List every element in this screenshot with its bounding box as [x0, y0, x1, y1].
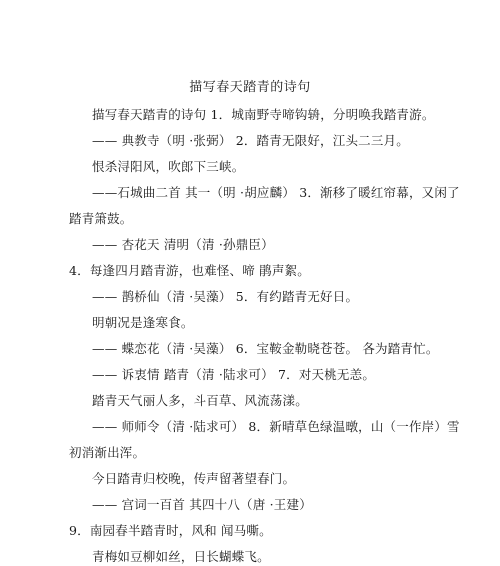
poem-line: —— 师师令（清 ·陆求可） 8．新晴草色绿温暾，山（一作岸）雪	[92, 419, 460, 434]
poem-line: 恨杀浔阳风，吹郎下三峡。	[92, 159, 245, 174]
poem-line: —— 杏花天 清明（清 ·孙鼎臣）	[92, 237, 274, 252]
poem-line: ——石城曲二首 其一（明 ·胡应麟） 3．渐移了暖红帘幕，又闲了	[92, 185, 460, 200]
poem-line: 初消渐出浑。	[69, 445, 146, 460]
poem-line: 踏青箫鼓。	[69, 211, 133, 226]
poem-line: 今日踏青归校晚，传声留著望春门。	[92, 471, 296, 486]
poem-line: 明朝况是逢寒食。	[92, 315, 194, 330]
poem-line: 9．南园春半踏青时，风和 闻马嘶。	[69, 523, 272, 538]
poem-line: —— 宫词一百首 其四十八（唐 ·王建）	[92, 497, 312, 512]
poem-line: 4．每逢四月踏青游，也难怪、啼 鹃声絮。	[69, 263, 310, 278]
poem-line: 描写春天踏青的诗句 1．城南野寺啼钩辀，分明唤我踏青游。	[92, 107, 435, 122]
poem-line: 踏青天气丽人多，斗百草、风流荡漾。	[92, 393, 308, 408]
poem-line: —— 典教寺（明 ·张弼） 2．踏青无限好，江头二三月。	[92, 133, 409, 148]
page-title: 描写春天踏青的诗句	[189, 80, 311, 95]
poem-line: —— 蝶恋花（清 ·吴藻） 6．宝鞍金勒晓苍苍。 各为踏青忙。	[92, 341, 439, 356]
poem-line: —— 鹊桥仙（清 ·吴藻） 5．有约踏青无好日。	[92, 289, 359, 304]
poem-line: —— 诉衷情 踏青（清 ·陆求可） 7．对天桃无恙。	[92, 367, 376, 382]
poem-line: 青梅如豆柳如丝，日长蝴蝶飞。	[92, 549, 270, 564]
